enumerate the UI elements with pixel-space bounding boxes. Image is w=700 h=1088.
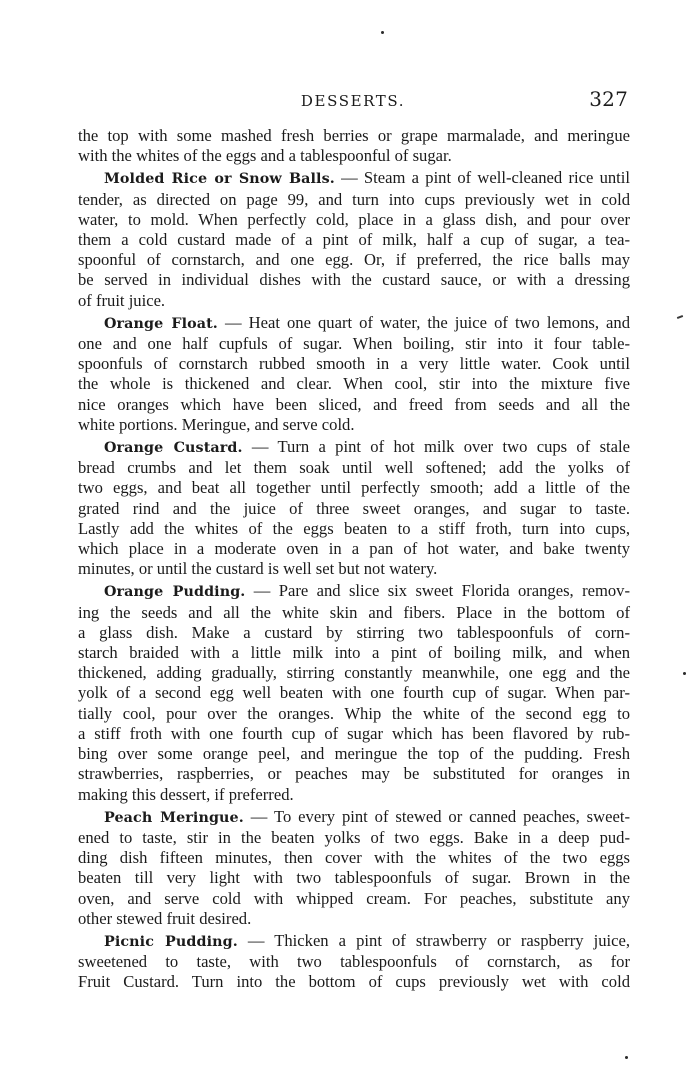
text-line: thickened, adding gradually, stirring constantly meanwhile, one egg and the (78, 663, 630, 683)
text-line: the whole is thickened and clear. When cool, stir into the mixture five (78, 374, 630, 394)
text-line: which place in a moderate oven in a pan of hot water, and bake twenty (78, 539, 630, 559)
text-line (78, 168, 630, 189)
text-line: grated rind and the juice of three sweet oranges, and sugar to taste. (78, 498, 630, 518)
recipe-peach-meringue (78, 807, 630, 929)
text-line: them a cold custard made of a pint of milk, half a cup of sugar, a tea- (78, 230, 630, 250)
text-line: of fruit juice. (78, 290, 166, 310)
text-line: tender, as directed on page 99, and turn into cups previously wet in cold (78, 189, 630, 209)
recipe-text: — Thicken a pint of strawberry or raspberry juice, (237, 930, 631, 950)
recipe-text: — Steam a pint of well-cleaned rice until (334, 168, 630, 188)
recipe-text: — Pare and slice six sweet Florida oranges, remov- (245, 581, 630, 601)
body-text (78, 126, 630, 995)
recipe-title: Orange Float. (104, 315, 218, 332)
text-line: ding dish fifteen minutes, then cover with the whites of the two eggs (78, 848, 630, 868)
recipe-text: — Turn a pint of hot milk over two cups of stale (242, 437, 630, 457)
print-speck (381, 31, 384, 34)
recipe-text: — To every pint of stewed or canned peaches, sweet- (243, 806, 630, 826)
text-line: the top with some mashed fresh berries or grape marmalade, and meringue (78, 126, 630, 145)
text-line: beaten till very light with two tablespoonfuls of sugar. Brown in the (78, 868, 630, 888)
text-line: water, to mold. When perfectly cold, place in a glass dish, and pour over (78, 209, 630, 229)
print-speck (683, 672, 686, 675)
text-line: making this dessert, if preferred. (78, 784, 294, 804)
text-line: nice oranges which have been sliced, and freed from seeds and all the (78, 394, 630, 414)
text-line: minutes, or until the custard is well set but not watery. (78, 559, 438, 579)
paragraph-continuation (78, 126, 630, 166)
text-line: yolk of a second egg well beaten with one fourth cup of sugar. When par- (78, 683, 630, 703)
recipe-title: Molded Rice or Snow Balls. (104, 171, 335, 188)
text-line: starch braided with a little milk into a pint of boiling milk, and when (78, 643, 630, 663)
recipe-title: Orange Pudding. (104, 584, 246, 601)
text-line: with the whites of the eggs and a tablespoonful of sugar. (78, 146, 452, 166)
text-line: a glass dish. Make a custard by stirring two tablespoonfuls of corn- (78, 622, 630, 642)
recipe-orange-custard (78, 437, 630, 579)
text-line: spoonfuls of cornstarch rubbed smooth in a very little water. Cook until (78, 354, 630, 374)
recipe-title: Peach Meringue. (104, 809, 244, 826)
running-title: DESSERTS. (300, 92, 406, 110)
text-line: Fruit Custard. Turn into the bottom of cups previously wet with cold (78, 972, 630, 992)
text-line: two eggs, and beat all together until perfectly smooth; add a little of the (78, 478, 630, 498)
text-line: white portions. Meringue, and serve cold. (78, 414, 355, 434)
page-header (78, 87, 628, 114)
recipe-title: Orange Custard. (104, 440, 243, 457)
text-line: bing over some orange peel, and meringue the top of the pudding. Fresh (78, 744, 630, 764)
text-line (78, 931, 630, 952)
text-line: strawberries, raspberries, or peaches may be substituted for oranges in (78, 764, 630, 784)
text-line: ing the seeds and all the white skin and fibers. Place in the bottom of (78, 602, 630, 622)
text-line: bread crumbs and let them soak until well softened; add the yolks of (78, 458, 630, 478)
print-speck (625, 1056, 628, 1059)
text-line: a stiff froth with one fourth cup of sugar which has been flavored by rub- (78, 723, 630, 743)
text-line: sweetened to taste, with two tablespoonfuls of cornstarch, as for (78, 952, 630, 972)
text-line: Lastly add the whites of the eggs beaten to a stiff froth, turn into cups, (78, 518, 630, 538)
recipe-title: Picnic Pudding. (104, 933, 238, 950)
page-number: 327 (589, 87, 628, 111)
text-line (78, 581, 630, 602)
text-line (78, 807, 630, 828)
text-line: oven, and serve cold with whipped cream. For peaches, substitute any (78, 888, 630, 908)
recipe-picnic-pudding (78, 931, 630, 993)
text-line: ened to taste, stir in the beaten yolks of two eggs. Bake in a deep pud- (78, 827, 630, 847)
print-speck (677, 315, 683, 319)
text-line: one and one half cupfuls of sugar. When boiling, stir into it four table- (78, 334, 630, 354)
text-line (78, 313, 630, 334)
text-line: tially cool, pour over the oranges. Whip the white of the second egg to (78, 703, 630, 723)
recipe-text: — Heat one quart of water, the juice of two lemons, and (217, 312, 630, 332)
recipe-orange-pudding (78, 581, 630, 804)
recipe-orange-float (78, 313, 630, 435)
text-line: spoonful of cornstarch, and one egg. Or, if preferred, the rice balls may (78, 250, 630, 270)
recipe-molded-rice (78, 168, 630, 310)
text-line (78, 437, 630, 458)
text-line: other stewed fruit desired. (78, 908, 252, 928)
text-line: be served in individual dishes with the custard sauce, or with a dressing (78, 270, 630, 290)
